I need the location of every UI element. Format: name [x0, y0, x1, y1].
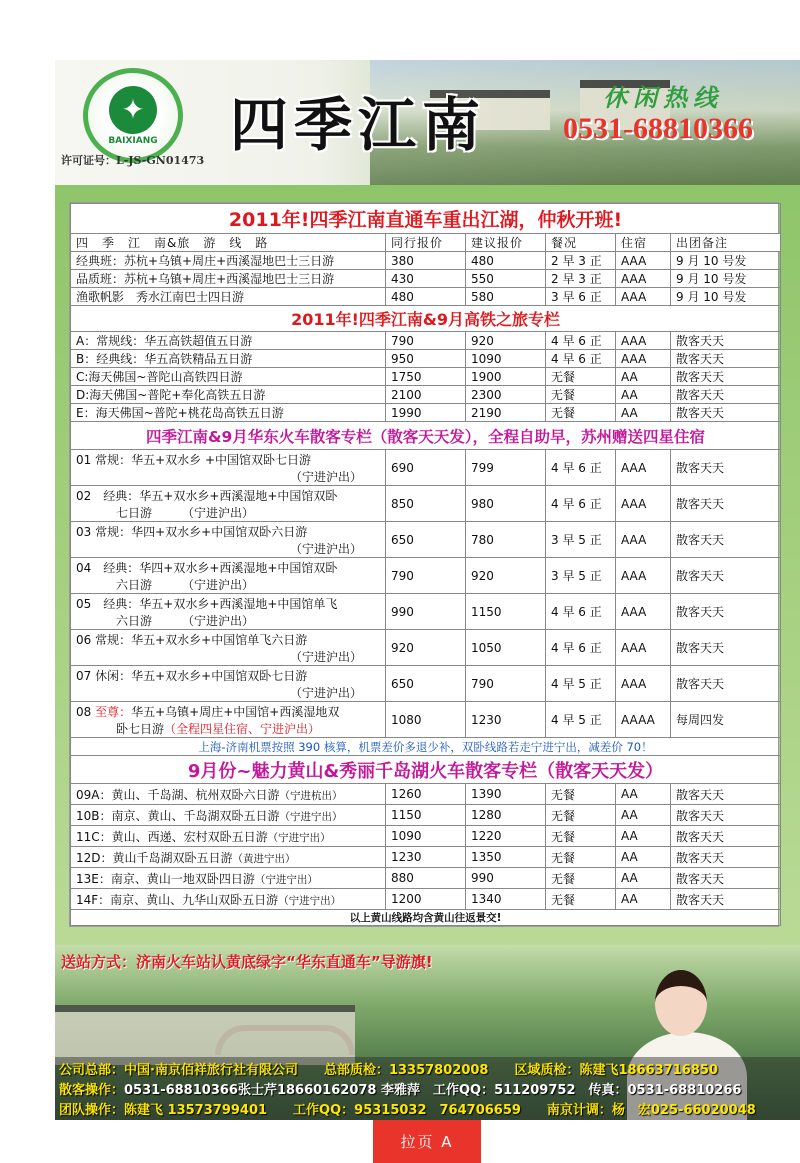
suggest-price-cell: 2300: [466, 386, 546, 404]
route-cell: [71, 889, 386, 910]
table-row: [71, 805, 781, 826]
route-line1: 03 常规：华四+双水乡+中国馆双卧六日游: [76, 524, 308, 539]
departure-cell: 散客天天: [671, 630, 781, 666]
departure-cell: 散客天天: [671, 332, 781, 350]
trade-price-cell: 2100: [386, 386, 466, 404]
hotel-cell: AAA: [616, 486, 671, 522]
section3-note: 上海-济南机票按照 390 核算，机票差价多退少补，双卧线路若走宁进宁出，减差价 70！: [71, 738, 781, 756]
suggest-price-cell: 780: [466, 522, 546, 558]
meal-cell: 无餐: [546, 368, 616, 386]
trade-price-cell: 1150: [386, 805, 466, 826]
column-header-hotel: 住宿: [616, 234, 671, 252]
departure-cell: 散客天天: [671, 350, 781, 368]
suggest-price-cell: 1350: [466, 847, 546, 868]
column-header-route: 四 季 江 南&旅 游 线 路: [71, 234, 386, 252]
route-line2: 卧七日游: [116, 721, 165, 736]
trade-price-cell: 1090: [386, 826, 466, 847]
table-row: [71, 252, 781, 270]
meal-cell: 4 早 6 正: [546, 450, 616, 486]
departure-cell: 散客天天: [671, 558, 781, 594]
route-cell: [71, 784, 386, 805]
route-cell: [71, 594, 386, 630]
hotel-cell: AAA: [616, 558, 671, 594]
route-main: 11C：黄山、西递、宏村双卧五日游: [76, 829, 268, 844]
route-line1: 01 常规：华五+双水乡 +中国馆双卧七日游: [76, 452, 312, 467]
hotel-cell: AAA: [616, 594, 671, 630]
table-row: [71, 270, 781, 288]
departure-cell: 散客天天: [671, 522, 781, 558]
route-cell: [71, 450, 386, 486]
route-code: 08: [76, 704, 96, 719]
route-tag: （黄进宁出）: [232, 852, 296, 865]
table-row: [71, 826, 781, 847]
departure-cell: 散客天天: [671, 368, 781, 386]
hotel-cell: AA: [616, 784, 671, 805]
hotel-cell: AA: [616, 889, 671, 910]
route-line1: 07 休闲：华五+双水乡+中国馆双卧七日游: [76, 668, 308, 683]
suggest-price-cell: 1090: [466, 350, 546, 368]
route-line1: 华五+乌镇+周庄+中国馆+西溪湿地双: [131, 704, 340, 719]
premium-note: （全程四星住宿、宁进沪出）: [164, 721, 321, 736]
departure-cell: 9 月 10 号发: [671, 270, 781, 288]
table-row: [71, 630, 781, 666]
meal-cell: 无餐: [546, 784, 616, 805]
route-cell: [71, 847, 386, 868]
section2-title: 2011年!四季江南&9月高铁之旅专栏: [71, 306, 781, 332]
meal-cell: 2 早 3 正: [546, 270, 616, 288]
table-row: [71, 889, 781, 910]
trade-price-cell: 690: [386, 450, 466, 486]
route-cell: [71, 702, 386, 738]
suggest-price-cell: 790: [466, 666, 546, 702]
route-line1: 06 常规：华五+双水乡+中国馆单飞六日游: [76, 632, 308, 647]
departure-cell: 散客天天: [671, 666, 781, 702]
route-cell: [71, 558, 386, 594]
table-header-row: [71, 234, 781, 252]
meal-cell: 4 早 6 正: [546, 630, 616, 666]
route-cell: [71, 826, 386, 847]
route-tag: （宁进杭出）: [279, 789, 343, 802]
meal-cell: 无餐: [546, 805, 616, 826]
suggest-price-cell: 1340: [466, 889, 546, 910]
departure-cell: 散客天天: [671, 386, 781, 404]
trade-price-cell: 430: [386, 270, 466, 288]
suggest-price-cell: 2190: [466, 404, 546, 422]
route-cell: [71, 522, 386, 558]
route-main: 13E：南京、黄山一地双卧四日游: [76, 871, 255, 886]
trade-price-cell: 1260: [386, 784, 466, 805]
contact-value: 陈建飞 13573799401 工作QQ：95315032 764706659 南京计调：杨 宏025-66020048: [124, 1103, 756, 1118]
departure-cell: 散客天天: [671, 889, 781, 910]
table-row: [71, 558, 781, 594]
meal-cell: 无餐: [546, 386, 616, 404]
route-main: 09A：黄山、千岛湖、杭州双卧六日游: [76, 787, 280, 802]
route-cell: [71, 666, 386, 702]
hotel-cell: AA: [616, 368, 671, 386]
contact-value: 中国·南京佰祥旅行社有限公司 总部质检：13357802008 区域质检：陈建飞18663716850: [124, 1063, 718, 1078]
contact-label: 公司总部：: [59, 1063, 125, 1078]
route-cell: 品质班：苏杭+乌镇+周庄+西溪湿地巴士三日游: [71, 270, 386, 288]
route-cell: [71, 630, 386, 666]
route-tag: （宁进宁出）: [278, 894, 342, 907]
route-main: 10B：南京、黄山、千岛湖双卧五日游: [76, 808, 280, 823]
suggest-price-cell: 920: [466, 332, 546, 350]
table-row: [71, 332, 781, 350]
meal-cell: 3 早 5 正: [546, 522, 616, 558]
trade-price-cell: 850: [386, 486, 466, 522]
column-header-departure: 出团备注: [671, 234, 781, 252]
contact-line-group: [59, 1099, 756, 1118]
trade-price-cell: 650: [386, 666, 466, 702]
contact-line-hq: [59, 1059, 718, 1078]
trade-price-cell: 950: [386, 350, 466, 368]
hotel-cell: AAA: [616, 630, 671, 666]
departure-cell: 9 月 10 号发: [671, 252, 781, 270]
column-header-trade-price: 同行报价: [386, 234, 466, 252]
departure-cell: 散客天天: [671, 784, 781, 805]
suggest-price-cell: 980: [466, 486, 546, 522]
trade-price-cell: 1230: [386, 847, 466, 868]
brochure-page: [55, 60, 800, 1120]
logo-text: BAIXIANG: [108, 135, 158, 146]
suggest-price-cell: 1900: [466, 368, 546, 386]
table-row: [71, 594, 781, 630]
hotel-cell: AAA: [616, 450, 671, 486]
table-row: [71, 868, 781, 889]
section4-note-row: [71, 910, 781, 926]
departure-cell: 散客天天: [671, 594, 781, 630]
route-cell: C:海天佛国~普陀山高铁四日游: [71, 368, 386, 386]
departure-cell: 散客天天: [671, 868, 781, 889]
stone-bridge: [215, 1025, 355, 1055]
table-row: [71, 368, 781, 386]
company-logo: [83, 68, 183, 163]
hotel-cell: AAA: [616, 332, 671, 350]
suggest-price-cell: 1050: [466, 630, 546, 666]
meal-cell: 4 早 5 正: [546, 702, 616, 738]
header-banner: [55, 60, 800, 185]
route-line2: （宁进沪出）: [289, 685, 362, 700]
route-cell: [71, 868, 386, 889]
table-row: [71, 486, 781, 522]
meal-cell: 4 早 5 正: [546, 666, 616, 702]
route-main: 12D：黄山千岛湖双卧五日游: [76, 850, 233, 865]
suggest-price-cell: 1230: [466, 702, 546, 738]
trade-price-cell: 1200: [386, 889, 466, 910]
suggest-price-cell: 1150: [466, 594, 546, 630]
departure-cell: 散客天天: [671, 486, 781, 522]
meal-cell: 无餐: [546, 404, 616, 422]
trade-price-cell: 1750: [386, 368, 466, 386]
table-row: [71, 522, 781, 558]
hotel-cell: AA: [616, 404, 671, 422]
meal-cell: 4 早 6 正: [546, 350, 616, 368]
departure-cell: 散客天天: [671, 805, 781, 826]
hotel-cell: AA: [616, 868, 671, 889]
table-row: [71, 450, 781, 486]
meal-cell: 4 早 6 正: [546, 332, 616, 350]
section1-title-row: [71, 204, 781, 234]
section4-title-row: [71, 756, 781, 784]
trade-price-cell: 480: [386, 288, 466, 306]
section4-note: 以上黄山线路均含黄山往返景交!: [71, 910, 781, 926]
trade-price-cell: 880: [386, 868, 466, 889]
route-line2: （宁进沪出）: [289, 469, 362, 484]
license-number: 许可证号：L-JS-GN01473: [61, 154, 205, 167]
route-line2: 六日游 （宁进沪出）: [116, 577, 255, 592]
suggest-price-cell: 550: [466, 270, 546, 288]
suggest-price-cell: 1220: [466, 826, 546, 847]
route-cell: B：经典线：华五高铁精品五日游: [71, 350, 386, 368]
table-row: [71, 784, 781, 805]
trade-price-cell: 790: [386, 332, 466, 350]
departure-cell: 每周四发: [671, 702, 781, 738]
hotel-cell: AAA: [616, 350, 671, 368]
section2-title-row: [71, 306, 781, 332]
table-row: [71, 847, 781, 868]
price-table: [69, 202, 779, 927]
hotel-cell: AAA: [616, 522, 671, 558]
route-tag: （宁进宁出）: [267, 831, 331, 844]
column-header-suggest-price: 建议报价: [466, 234, 546, 252]
hotel-cell: AAA: [616, 270, 671, 288]
woman-face: [655, 970, 707, 1036]
contact-label: 散客操作：: [59, 1083, 125, 1098]
suggest-price-cell: 920: [466, 558, 546, 594]
route-line1: 05 经典：华五+双水乡+西溪湿地+中国馆单飞: [76, 596, 338, 611]
contact-line-fit: [59, 1079, 741, 1098]
trade-price-cell: 1080: [386, 702, 466, 738]
route-cell: A：常规线：华五高铁超值五日游: [71, 332, 386, 350]
crane-icon: ✦: [109, 86, 157, 134]
trade-price-cell: 650: [386, 522, 466, 558]
route-main: 14F：南京、黄山、九华山双卧五日游: [76, 892, 279, 907]
table-row: [71, 386, 781, 404]
route-line1: 02 经典：华五+双水乡+西溪湿地+中国馆双卧: [76, 488, 338, 503]
section3-title-row: [71, 422, 781, 450]
contact-panel: [55, 1057, 800, 1120]
hotel-cell: AA: [616, 386, 671, 404]
hotel-cell: AAA: [616, 288, 671, 306]
route-cell: D:海天佛国~普陀+奉化高铁五日游: [71, 386, 386, 404]
section3-title: 四季江南&9月华东火车散客专栏（散客天天发），全程自助早，苏州赠送四星住宿: [71, 422, 781, 450]
hotline-label: 休闲热线: [603, 84, 723, 112]
route-line2: 六日游 （宁进沪出）: [116, 613, 255, 628]
station-info: 送站方式：济南火车站认黄底绿字“华东直通车”导游旗!: [61, 953, 433, 971]
departure-cell: 散客天天: [671, 847, 781, 868]
route-cell: [71, 486, 386, 522]
table-row: [71, 404, 781, 422]
suggest-price-cell: 990: [466, 868, 546, 889]
hotel-cell: AAA: [616, 252, 671, 270]
suggest-price-cell: 480: [466, 252, 546, 270]
contact-value: 0531-68810366张士芹18660162078 李雅萍 工作QQ：511209752 传真：0531-68810266: [124, 1083, 742, 1098]
route-tag: （宁进宁出）: [254, 873, 318, 886]
page-tab: 拉页 A: [373, 1120, 481, 1163]
route-line2: （宁进沪出）: [289, 541, 362, 556]
section1-title: 2011年!四季江南直通车重出江湖，仲秋开班!: [71, 204, 781, 234]
departure-cell: 散客天天: [671, 826, 781, 847]
column-header-meals: 餐况: [546, 234, 616, 252]
suggest-price-cell: 1280: [466, 805, 546, 826]
section4-title: 9月份~魅力黄山&秀丽千岛湖火车散客专栏（散客天天发）: [71, 756, 781, 784]
meal-cell: 无餐: [546, 868, 616, 889]
route-cell: 渔歌帆影 秀水江南巴士四日游: [71, 288, 386, 306]
meal-cell: 3 早 5 正: [546, 558, 616, 594]
trade-price-cell: 990: [386, 594, 466, 630]
departure-cell: 散客天天: [671, 404, 781, 422]
route-tag: （宁进宁出）: [279, 810, 343, 823]
table-row: [71, 666, 781, 702]
hotel-cell: AA: [616, 847, 671, 868]
suggest-price-cell: 1390: [466, 784, 546, 805]
footer-photo: [55, 945, 800, 1120]
page-title: 四季江南: [230, 91, 487, 159]
route-cell: [71, 805, 386, 826]
meal-cell: 4 早 6 正: [546, 594, 616, 630]
hotel-cell: AA: [616, 805, 671, 826]
meal-cell: 3 早 6 正: [546, 288, 616, 306]
trade-price-cell: 1990: [386, 404, 466, 422]
hotel-cell: AAAA: [616, 702, 671, 738]
departure-cell: 散客天天: [671, 450, 781, 486]
suggest-price-cell: 580: [466, 288, 546, 306]
trade-price-cell: 790: [386, 558, 466, 594]
meal-cell: 2 早 3 正: [546, 252, 616, 270]
route-cell: 经典班：苏杭+乌镇+周庄+西溪湿地巴士三日游: [71, 252, 386, 270]
hotel-cell: AA: [616, 826, 671, 847]
route-line2: 七日游 （宁进沪出）: [116, 505, 255, 520]
hotline-number: 0531-68810366: [563, 112, 753, 145]
table-row: [71, 288, 781, 306]
route-line1: 04 经典：华四+双水乡+西溪湿地+中国馆双卧: [76, 560, 338, 575]
suggest-price-cell: 799: [466, 450, 546, 486]
premium-label: 至尊：: [95, 704, 132, 719]
trade-price-cell: 380: [386, 252, 466, 270]
meal-cell: 4 早 6 正: [546, 486, 616, 522]
meal-cell: 无餐: [546, 889, 616, 910]
hotel-cell: AAA: [616, 666, 671, 702]
route-line2: （宁进沪出）: [289, 649, 362, 664]
route-cell: E：海天佛国~普陀+桃花岛高铁五日游: [71, 404, 386, 422]
section3-note-row: [71, 738, 781, 756]
meal-cell: 无餐: [546, 826, 616, 847]
contact-label: 团队操作：: [59, 1103, 125, 1118]
departure-cell: 9 月 10 号发: [671, 288, 781, 306]
trade-price-cell: 920: [386, 630, 466, 666]
meal-cell: 无餐: [546, 847, 616, 868]
table-row: [71, 350, 781, 368]
table-row-premium: [71, 702, 781, 738]
